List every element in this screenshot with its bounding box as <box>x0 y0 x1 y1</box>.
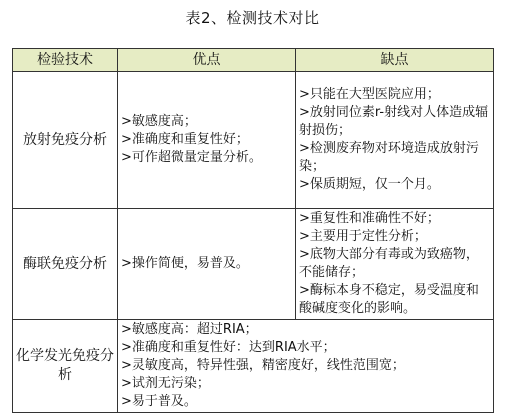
header-row <box>13 49 494 72</box>
pros-item: >准确度和重复性好：达到RIA水平； <box>121 340 336 355</box>
cons-cell <box>296 72 494 209</box>
pros-cell <box>118 209 296 320</box>
cons-item: >放射同位素r-射线对人体造成辐射损伤； <box>299 105 489 138</box>
cons-item: >重复性和准确性不好； <box>299 211 440 226</box>
header-cons: 缺点 <box>296 49 494 72</box>
header-pros: 优点 <box>118 49 296 72</box>
comparison-table <box>12 48 494 413</box>
pros-item: >试剂无污染； <box>121 376 210 391</box>
method-cell: 酶联免疫分析 <box>13 209 118 320</box>
pros-item: >操作简便，易普及。 <box>121 256 249 271</box>
cons-item: >酶标本身不稳定，易受温度和酸碱度变化的影响。 <box>299 283 479 316</box>
table-row-elisa <box>13 209 494 320</box>
cons-item: >主要用于定性分析； <box>299 229 427 244</box>
pros-item: >灵敏度高，特异性强，精密度好，线性范围宽； <box>121 358 405 373</box>
table-row-clia <box>13 320 494 413</box>
cons-item: >检测废弃物对环境造成放射污染； <box>299 141 479 174</box>
cons-cell <box>296 209 494 320</box>
cons-item: >保质期短，仅一个月。 <box>299 177 440 192</box>
method-cell: 化学发光免疫分析 <box>13 320 118 413</box>
pros-item: >准确度和重复性好； <box>121 132 249 147</box>
cons-item: >底物大部分有毒或为致癌物，不能储存； <box>299 247 479 280</box>
cons-item: >只能在大型医院应用； <box>299 87 440 102</box>
pros-item: >敏感度高：超过RIA； <box>121 322 258 337</box>
pros-cell <box>118 320 494 413</box>
pros-cell <box>118 72 296 209</box>
pros-item: >易于普及。 <box>121 394 197 409</box>
table-title: 表2、检测技术对比 <box>185 9 320 27</box>
pros-item: >敏感度高； <box>121 114 197 129</box>
pros-item: >可作超微量定量分析。 <box>121 150 262 165</box>
header-method: 检验技术 <box>13 49 118 72</box>
method-cell: 放射免疫分析 <box>13 72 118 209</box>
table-row-ria <box>13 72 494 209</box>
